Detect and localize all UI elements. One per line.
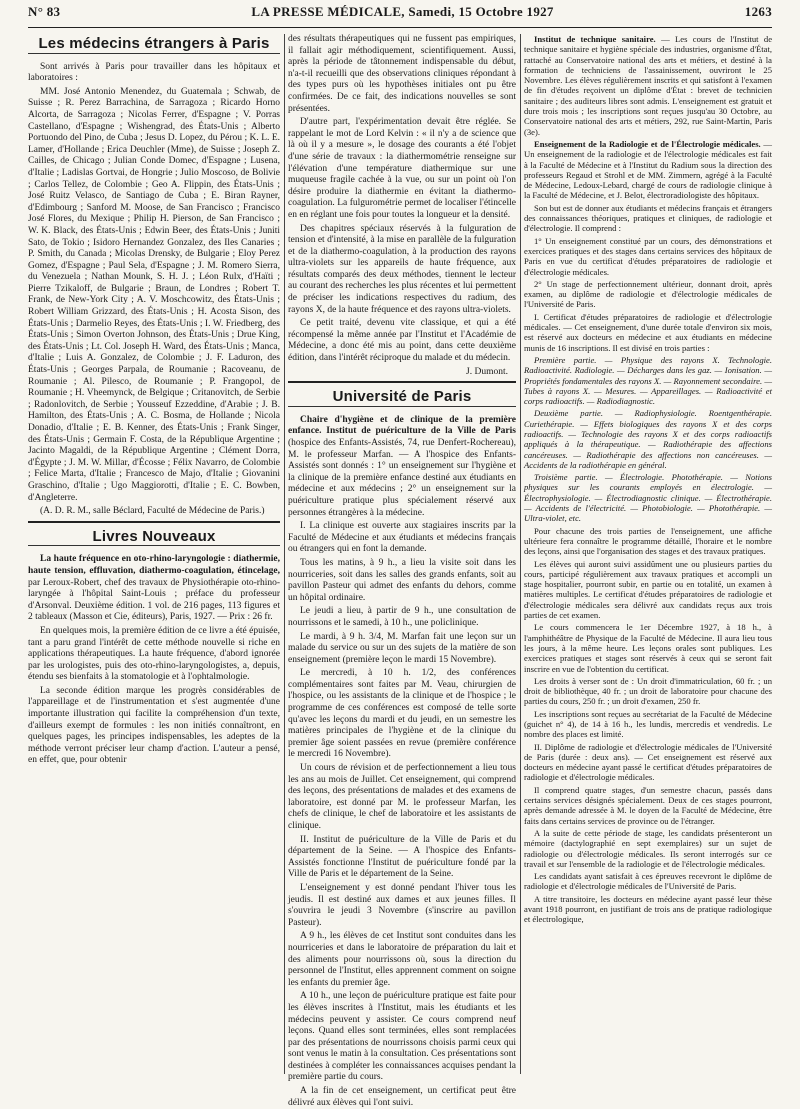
paragraph: Tous les matins, à 9 h., a lieu la visite soit dans les nourriceries, soit dans les salles des grands enfants, soit au pavillon Pasteur qui admet des enfants du dehors, comme un hôpital ordinaire. [288, 557, 516, 603]
paragraph: 1° Un enseignement constitué par un cours, des démonstrations et exercices pratiques et des stages dans certains services des hôpitaux de Paris en vue du certificat d'études préparatoires de radiologie et d'électrologie médicales. [524, 235, 772, 277]
paragraph: Sont arrivés à Paris pour travailler dans les hôpitaux et laboratoires : [28, 61, 280, 84]
column-2 [288, 34, 516, 1108]
paragraph: A la suite de cette période de stage, les candidats présenteront un mémoire (dactylographié en sept exemplaires) sur un sujet de radiologie ou d'électrologie médicales. Ils seront interrogés sur ce travail et sur l'ensemble de la radiologie et de l'électrologie médicales. [524, 827, 772, 869]
column-divider [284, 34, 285, 1074]
institute-details: — Les cours de l'Institut de technique sanitaire et hygiène spéciale des industries, organisme d'État, rattaché au Conservatoire national des arts et métiers, et destiné à la formation de techniciens de l'assainissement, ouvriront le 25 Novembre. Les élèves régulièrement inscrits et qui satisfont à l'examen de fin d'études reçoivent un diplôme d'État : brevet de technicien sanitaire ; des auditeurs libres sont admis. L'enseignement est gratuit et dure trois mois ; les inscriptions sont reçues jusqu'au 30 Octobre, au Conservatoire national des arts et métiers, 292, rue Saint-Martin, Paris (3e). [524, 34, 773, 137]
radiology-details: — Un enseignement de la radiologie et de l'électrologie médicales est fait à la Faculté de Médecine et à l'Institut du Radium sous la direction des professeurs Regaud et Strohl et de MM. Zimmern, agrégé à la Faculté de Médecine, Ledoux-Lebard, chargé de cours de radiologie clinique à la Faculté de Médecine, et J. Belot, électroradiologiste des hôpitaux. [524, 138, 772, 201]
title-rule [28, 545, 280, 546]
journal-title: LA PRESSE MÉDICALE, Samedi, 15 Octobre 1927 [251, 4, 554, 19]
paragraph: II. Institut de puériculture de la Ville de Paris et du département de la Seine. — A l'hospice des Enfants-Assistés fonctionne l'Institut de puériculture fondé par la Ville de Paris et le département de la Seine. [288, 834, 516, 880]
column-divider [520, 34, 521, 1074]
paragraph: Son but est de donner aux étudiants et médecins français et étrangers des connaissances théoriques, pratiques et cliniques, de radiologie et d'électrologie. Il comprend : [524, 202, 772, 234]
doctor-list: MM. José Antonio Menendez, du Guatemala ; Schwab, de Suisse ; R. Perez Barrachina, de Sarragoza ; Ricardo Horno Alcorta, de Sarragoza ; Nicolas Ferrer, d'Espagne ; V. Porras Castellano, d'Espagne ; Wishengrad, des États-Unis ; Alberto Portuondo del Pino, de Cuba ; Jesus D. Lopez, du Pérou ; K. L. E. Lamer, d'Hollande ; Erica Deuchler (Mme), de Suisse ; Joseph Z. Cailles, de Chicago ; Julian Conde Domec, d'Espagne ; Lusena, d'Italie ; Ladislas Gortvai, de Hongrie ; Julio Moscoso, de Bolivie ; Carlos Tellez, de Colombie ; Geo A. Flippin, des États-Unis ; José Ruitz Velasco, de Santiago de Cuba ; E. Biran Rayner, d'Edimbourg ; Sanford M. Moose, de San Francisco ; Francisco José Flores, du Mexique ; Philip H. Pierson, de San Francisco ; W. K. Black, des États-Unis ; Edwin Beer, des États-Unis ; Juniti Sato, de Tokio ; Isidoro Hernandez Gonzalez, des Iles Canaries ; P. Smith, du Canada ; Micolas Drensky, de Bulgarie ; Eloy Perez Gomez, d'Espagne ; Paul Sela, d'Espagne ; J. M. Romero Sierra, du Venezuela ; Nathan Mounk, S. H. J. ; Léon Rulx, d'Haïti ; Pierre Tzikaloff, de Bulgarie ; Braun, de Londres ; Robert T. Frank, de New-York City ; A. V. Moschcowitz, des États-Unis ; Robert William Grizzard, des États-Unis ; H. Acosta Sison, des États-Unis ; Darmelio Reyes, des États-Unis ; I. W. Friedberg, des États-Unis ; Simon Overton Johnson, des États-Unis ; Drue King, des États-Unis ; Lt. Col. Joseph H. Ward, des États-Unis ; Manca, d'Italie ; Luis A. Gonzalez, de Colombie ; J. F. Laduron, des États-Unis ; Georges Parpala, de Roumanie ; Racoveanu, de Roumanie ; Al. Pilesco, de Roumanie ; P. Frangopol, de Roumanie ; H. Vheemynck, de Belgique ; Critanovitch, de Serbie ; Radonlovitch, de Serbie ; Yousseuf Ezzeddine, d'Arabie ; J. B. Hamilton, des États-Unis ; A. C. Bosma, de Hollande ; Nicola Donadio, d'Italie ; E. B. Kenner, des États-Unis ; Frank Singer, des États-Unis ; Germain F. Costa, de la République Argentine ; Jacinto Magaldi, de la République Argentine ; Clément Dorra, d'Égypte ; J. M. W. Millar, d'Écosse ; Félix Navarro, de Colombie ; Felice Marta, d'Italie ; Francesco de Majo, d'Italie ; Giovanini Graschino, d'Italie ; Ugo Maggiorotti, d'Italie ; E. C. Bowben, d'Angleterre. [28, 86, 280, 503]
section-title-new-books: Livres Nouveaux [92, 527, 216, 545]
review-signature: J. Dumont. [466, 366, 508, 377]
paragraph: D'autre part, l'expérimentation devait être réglée. Se rappelant le mot de Lord Kelvin : « il n'y a de science que là où il y a mesure », le dosage des courants a été l'objet d'une série de travaux : la diathermométrie renseigne sur l'élévation d'une température diathermique sur une muqueuse fragile cachée à la vue, ou sur un point où l'on désire produire la diathermie en évitant la diathermo-coagulation. La fulgurométrie permet de localiser l'étincelle en en réglant une fois pour toutes la longueur et la densité. [288, 117, 516, 220]
paragraph: A 9 h., les élèves de cet Institut sont conduites dans les nourriceries et dans le laboratoire de préparation du lait et des aliments pour nourrissons où, sous la direction du personnel de l'Institut, elles apprennent comment on soigne les enfants du premier âge. [288, 931, 516, 988]
paragraph: Troisième partie. — Électrologie. Photothérapie. — Notions physiques sur les courants employés en électrologie. — Électrophysiologie. — Électrodiagnostic clinique. — Électrothérapie. — Accidents de l'électricité. — Photobiologie. — Photothérapie. — Ultra-violet, etc. [524, 472, 772, 524]
title-rule [28, 53, 280, 54]
book-entry [28, 554, 280, 624]
page-header [28, 4, 772, 28]
section-rule [28, 521, 280, 523]
radiology-entry [524, 139, 772, 201]
section-title-university: Université de Paris [332, 388, 472, 406]
paragraph: Un cours de révision et de perfectionnement a lieu tous les ans au mois de Juillet. Cet enseignement, qui comprend des leçons, des présentations de malades et des examens de laboratoire, est donné par M. le professeur Marfan, les chefs de clinique, le chef de laboratoire et les assistants de clinique. [288, 763, 516, 831]
paragraph: A 10 h., une leçon de puériculture pratique est faite pour les élèves inscrites à l'Institut, mais les étudiants et les médecins peuvent y assister. Ce cours comprend neuf leçons. Quand elles sont terminées, elles sont remplacées par des présentations de nourrissons choisis parmi ceux qui sont venus le matin à la consultation. Ces présentations sont destinées à compléter les connaissances acquises pendant la première partie du cours. [288, 991, 516, 1083]
paragraph: 2° Un stage de perfectionnement ultérieur, donnant droit, après examen, au diplôme de radiologie et d'électrologie médicales de l'Université de Paris. [524, 278, 772, 310]
paragraph: La seconde édition marque les progrès considérables de l'appareillage et de l'instrumentation et s'est augmentée d'une importante illustration qui facilite la compréhension d'un texte, d'ailleurs exempt de formules : les non initiés connaîtront, en quelques pages, les principes indispensables, les adeptes de la méthode verront préciser leur champ d'action. L'auteur a pensé, en effet, que, pour obtenir [28, 685, 280, 766]
page-number: 1263 [744, 4, 772, 19]
radiology-heading: Enseignement de la Radiologie et de l'Électrologie médicales. [534, 138, 761, 149]
issue-number: N° 83 [28, 4, 61, 19]
paragraph: Les inscriptions sont reçues au secrétariat de la Faculté de Médecine (guichet n° 4), de 14 à 16 h., les lundis, mercredis et vendredis. Le nombre des places est limité. [524, 708, 772, 740]
chair-details: (hospice des Enfants-Assistés, 74, rue Denfert-Rochereau), M. le professeur Marfan. — A l'hospice des Enfants-Assistés sont donnés : 1° un enseignement sur l'hygiène et la clinique de la première enfance destiné aux étudiants en médecine et aux médecins ; 2° un enseignement sur la puériculture pratique plus spécialement réservé aux personnes étrangères à la médecine. [288, 438, 516, 518]
paragraph: Les droits à verser sont de : Un droit d'immatriculation, 60 fr. ; un droit de bibliothèque, 40 fr. ; un droit de laboratoire pour chacune des parties du cours, 250 fr. ; un droit d'examen, 250 fr. [524, 675, 772, 707]
paragraph: Ce petit traité, devenu vite classique, et qui a été récompensé la même année par l'Institut et l'Académie de Médecine, a donc été mis au point, dans cette deuxième édition, dans l'intérêt réciproque du malade et du médecin. [288, 318, 516, 364]
paragraph: Le mardi, à 9 h. 3/4, M. Marfan fait une leçon sur un malade du service ou sur un des sujets de la matière de son enseignement (première leçon le mardi 15 Novembre). [288, 631, 516, 665]
chair-entry [288, 415, 516, 519]
paragraph: Première partie. — Physique des rayons X. Technologie. Radioactivité. Radiologie. — Décharges dans les gaz. — Ionisation. — Propriétés fondamentales des rayons X. — Rayonnement secondaire. — Tubes à rayons X. — Mesures. — Appareillages. — Radioactivité et corps radioactifs. — Radiodiagnostic. [524, 354, 772, 407]
paragraph: En quelques mois, la première édition de ce livre a été épuisée, tant a paru grand l'intérêt de cette méthode nouvelle si riche en applications thérapeutiques. La haute fréquence, d'abord ignorée par les urologistes, puis des oto-rhino-laryngologistes, a, depuis, étendu ses bienfaits à la stomatologie et à l'ophtalmologie. [28, 625, 280, 683]
paragraph: Deuxième partie. — Radiophysiologie. Roentgenthérapie. Curiethérapie. — Effets biologiques des rayons X et des corps radioactifs. — Technologie des rayons X et des corps radioactifs appliqués à la thérapeutique. — Radiothérapie des affections cancéreuses. — Radiothérapie des affections non cancéreuses. — Accidents de la radiothérapie en général. [524, 408, 772, 470]
paragraph: Le jeudi a lieu, à partir de 9 h., une consultation de nourrissons et le samedi, à 10 h., une policlinique. [288, 606, 516, 628]
paragraph: Pour chacune des trois parties de l'enseignement, une affiche ultérieure fera connaître le programme détaillé, l'horaire et le nombre des leçons, ainsi que l'organisation des stages et des travaux pratiques. [524, 525, 772, 557]
paragraph: Des chapitres spéciaux réservés à la fulguration de tension et d'intensité, à la mise en parallèle de la fulguration et de la diathermo-coagulation, à la production des rayons ultra-violets sur les appareils de haute fréquence, aux résultats comparés des deux méthodes, tiennent le lecteur au courant des recherches les plus récentes et lui permettent de préciser les indications respectives du radium, des rayons X, de la haute fréquence et des rayons ultra-violets. [288, 223, 516, 315]
paragraph: II. Diplôme de radiologie et d'électrologie médicales de l'Université de Paris (durée : deux ans). — Cet enseignement est réservé aux docteurs en médecine ayant passé le certificat d'études préparatoires de radiologie et d'électrologie médicales. [524, 741, 772, 783]
paragraph: I. Certificat d'études préparatoires de radiologie et d'électrologie médicales. — Cet enseignement, d'une durée totale d'environ six mois, est réservé aux docteurs en médecine et aux étudiants en médecine munis de 16 inscriptions. Il est divisé en trois parties : [524, 311, 772, 353]
paragraph: Les élèves qui auront suivi assidûment une ou plusieurs parties du cours, participé régulièrement aux travaux pratiques et accompli un stage hospitalier, pourront subir, en partie ou en totalité, un examen à matières multiples. Le certificat d'études préparatoires de radiologie et d'électrologie médicales sera délivré aux candidats reçus aux trois parties de cet examen. [524, 558, 772, 621]
paragraph: des résultats thérapeutiques qui ne fussent pas empiriques, il fallait agir méthodiquement, scientifiquement. Aussi, après la période de tâtonnement indispensable du début, n'a-t-il recueilli que des observations cliniques répondant à des types purs où les hypothèses initiales ont pu être confirmées. De ce fait, des indications nouvelles se sont présentées. [288, 34, 516, 114]
title-rule [288, 406, 516, 407]
paragraph: Il comprend quatre stages, d'un semestre chacun, passés dans certains services désignés spécialement. Deux de ces stages pourront, après demande adressée à M. le doyen de la Faculté de Médecine, être faits dans certains services de province ou de l'étranger. [524, 784, 772, 826]
book-details: par Leroux-Robert, chef des travaux de Physiothérapie oto-rhino-laryngée à l'hôpital Saint-Louis ; préface du professeur d'Arsonval. Deuxième édition. 1 vol. de 216 pages, 113 figures et 2 tableaux (Masson et Cie, éditeurs), Paris, 1927. — Prix : 26 fr. [28, 577, 280, 623]
section-title-foreign-doctors: Les médecins étrangers à Paris [38, 35, 270, 52]
paragraph: L'enseignement y est donné pendant l'hiver tous les jeudis. Il est destiné aux dames et aux jeunes filles. Il s'ouvrira le jeudi 3 Novembre (s'inscrire au pavillon Pasteur). [288, 882, 516, 928]
section-rule [288, 381, 516, 383]
book-title: La haute fréquence en oto-rhino-laryngologie : diathermie, haute tension, effluvation, diathermo-coagulation, étincelage, [28, 554, 280, 576]
column-3 [524, 34, 772, 1076]
institute-heading: Institut de technique sanitaire. [534, 34, 656, 44]
chair-heading: Chaire d'hygiène et de clinique de la première enfance. Institut de puériculture de la Ville de Paris [288, 414, 516, 437]
paragraph: A titre transitoire, les docteurs en médecine ayant passé leur thèse avant 1918 pourront, en justifiant de trois ans de pratique radiologique et électrologique, [524, 893, 772, 925]
column-1 [28, 34, 280, 1076]
paragraph: Le mercredi, à 10 h. 1/2, des conférences complémentaires sont faites par M. Veau, chirurgien de l'hospice, ou les assistants de la clinique et de l'hospice ; le programme de ces conférences est composé de telle sorte qu'avec les leçons du mardi et du jeudi, en un semestre les matières principales de l'hygiène et de la clinique du premier âge soient passées en revue (première conférence le mercredi 16 Novembre). [288, 668, 516, 760]
paragraph: I. La clinique est ouverte aux stagiaires inscrits par la Faculté de Médecine et aux étudiants et médecins français ou étrangers qui en font la demande. [288, 521, 516, 555]
paragraph: Les candidats ayant satisfait à ces épreuves recevront le diplôme de radiologie et d'électrologie médicales de l'Université de Paris. [524, 871, 772, 892]
source-note: (A. D. R. M., salle Béclard, Faculté de Médecine de Paris.) [40, 506, 265, 517]
paragraph: A la fin de cet enseignement, un certificat peut être délivré aux élèves qui l'ont suivi. [288, 1086, 516, 1108]
institute-entry [524, 34, 772, 137]
paragraph: Le cours commencera le 1er Décembre 1927, à 18 h., à l'amphithéâtre de Physique de la Faculté de Médecine. Il aura lieu tous les jours, à la même heure. Les leçons orales sont publiques. Les exercices pratiques et stages sont réservés à ceux qui se seront fait inscrire en vue de l'obtention du certificat. [524, 622, 772, 674]
